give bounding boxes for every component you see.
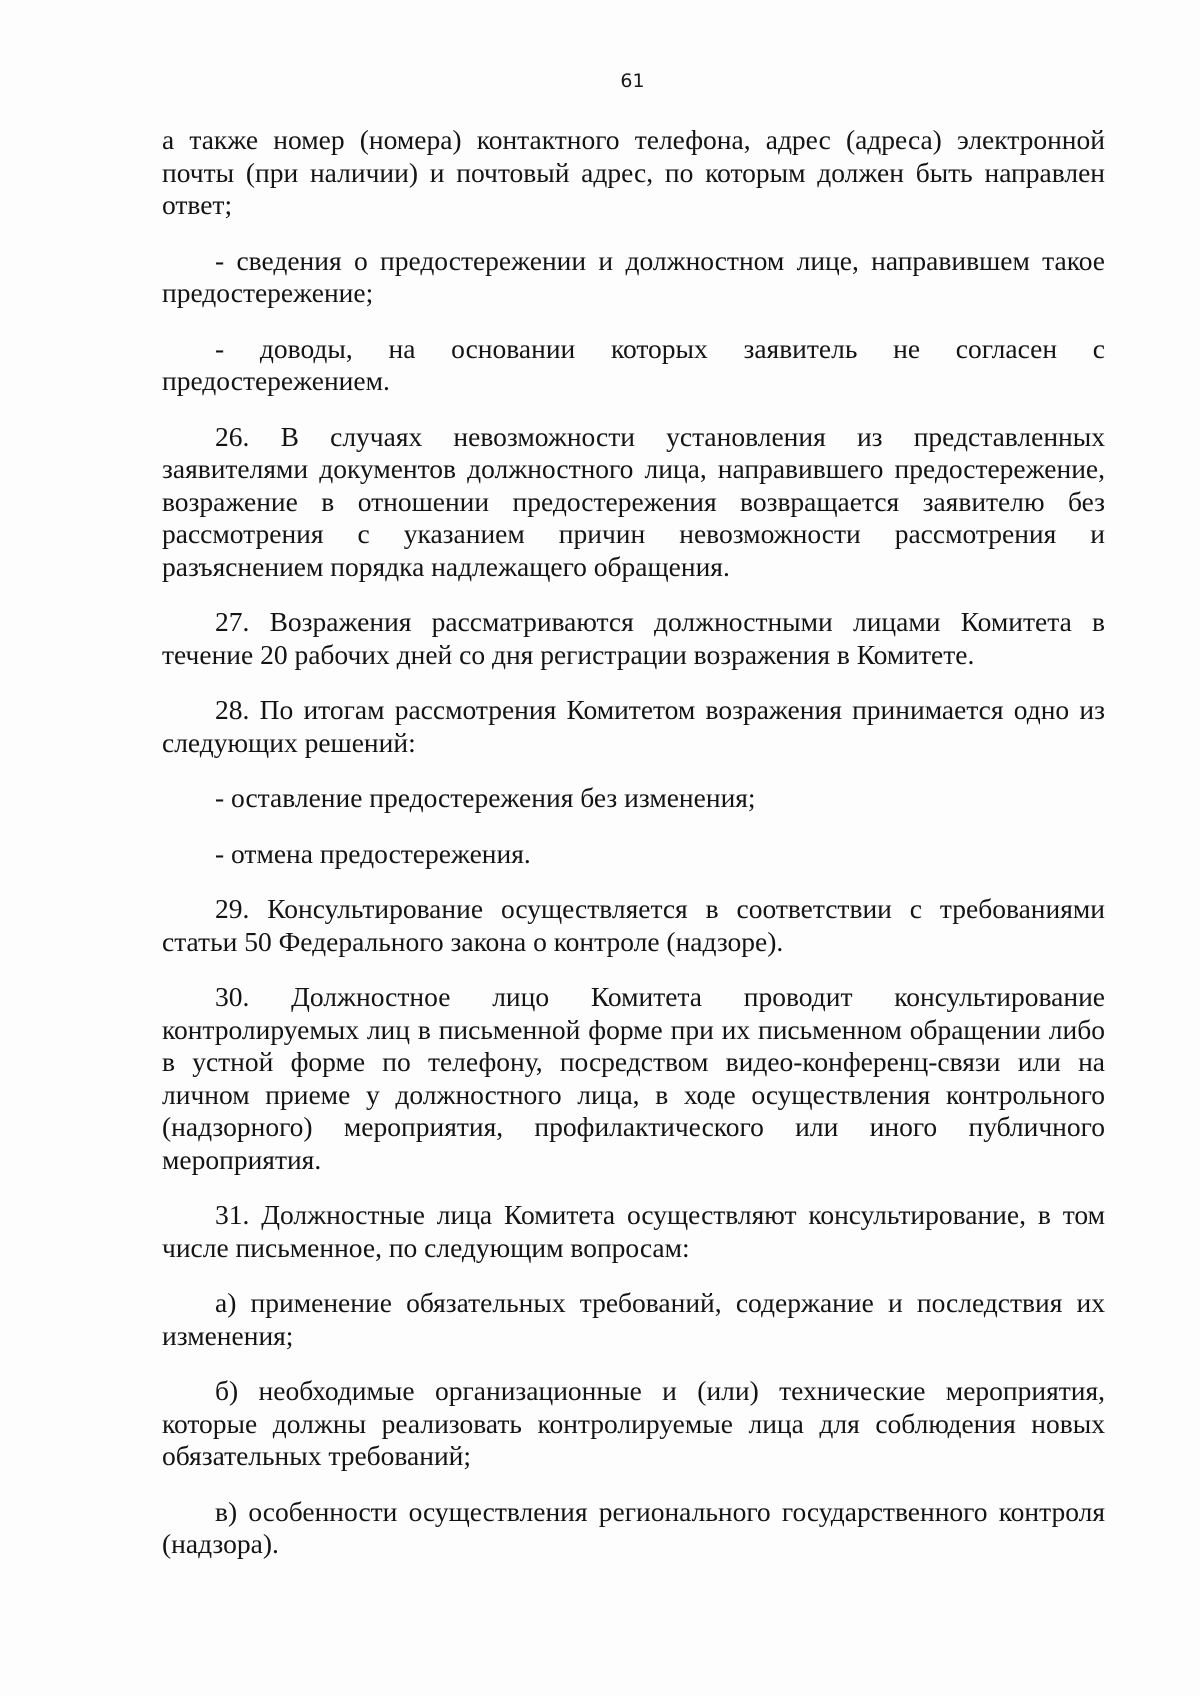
paragraph-decision-keep: - оставление предостережения без изменения; <box>215 782 756 813</box>
paragraph-item-26: 26. В случаях невозможности установления из представленных заявителями документов должностного лица, направившего предостережение, возражение в отношении предостережения возвращается заявителю без рассмотрения с указанием причин невозможности рассмотрения и разъяснением порядка надлежащего обращения. <box>162 420 1105 582</box>
paragraph-item-31-c: в) особенности осуществления регионального государственного контроля (надзора). <box>162 1495 1105 1559</box>
page-number: 61 <box>620 70 645 92</box>
paragraph-item-27: 27. Возражения рассматриваются должностными лицами Комитета в течение 20 рабочих дней со дня регистрации возражения в Комитете. <box>162 606 1105 670</box>
paragraph-decision-cancel: - отмена предостережения. <box>215 837 531 869</box>
document-body <box>162 124 1105 1561</box>
paragraph-item-29: 29. Консультирование осуществляется в соответствии с требованиями статьи 50 Федерального закона о контроле (надзоре). <box>162 893 1105 957</box>
paragraph-item-30: 30. Должностное лицо Комитета проводит консультирование контролируемых лиц в письменной форме при их письменном обращении либо в устной форме по телефону, посредством видео-конференц-связи или на личном приеме у должностного лица, в ходе осуществления контрольного (надзорного) мероприятия, профилактического или иного публичного мероприятия. <box>162 981 1105 1175</box>
paragraph-item-31: 31. Должностные лица Комитета осуществляют консультирование, в том числе письменное, по следующим вопросам: <box>162 1199 1105 1263</box>
paragraph-arguments: - доводы, на основании которых заявитель не согласен с предостережением. <box>162 332 1105 396</box>
paragraph-item-31-b: б) необходимые организационные и (или) технические мероприятия, которые должны реализовать контролируемые лица для соблюдения новых обязательных требований; <box>162 1375 1105 1471</box>
paragraph-warning-info: - сведения о предостережении и должностном лице, направившем такое предостережение; <box>162 244 1105 308</box>
paragraph-contact-details: а также номер (номера) контактного телефона, адрес (адреса) электронной почты (при наличии) и почтовый адрес, по которым должен быть направлен ответ; <box>162 124 1105 220</box>
paragraph-item-28: 28. По итогам рассмотрения Комитетом возражения принимается одно из следующих решений: <box>162 694 1105 758</box>
paragraph-item-31-a: а) применение обязательных требований, содержание и последствия их изменения; <box>162 1287 1105 1351</box>
